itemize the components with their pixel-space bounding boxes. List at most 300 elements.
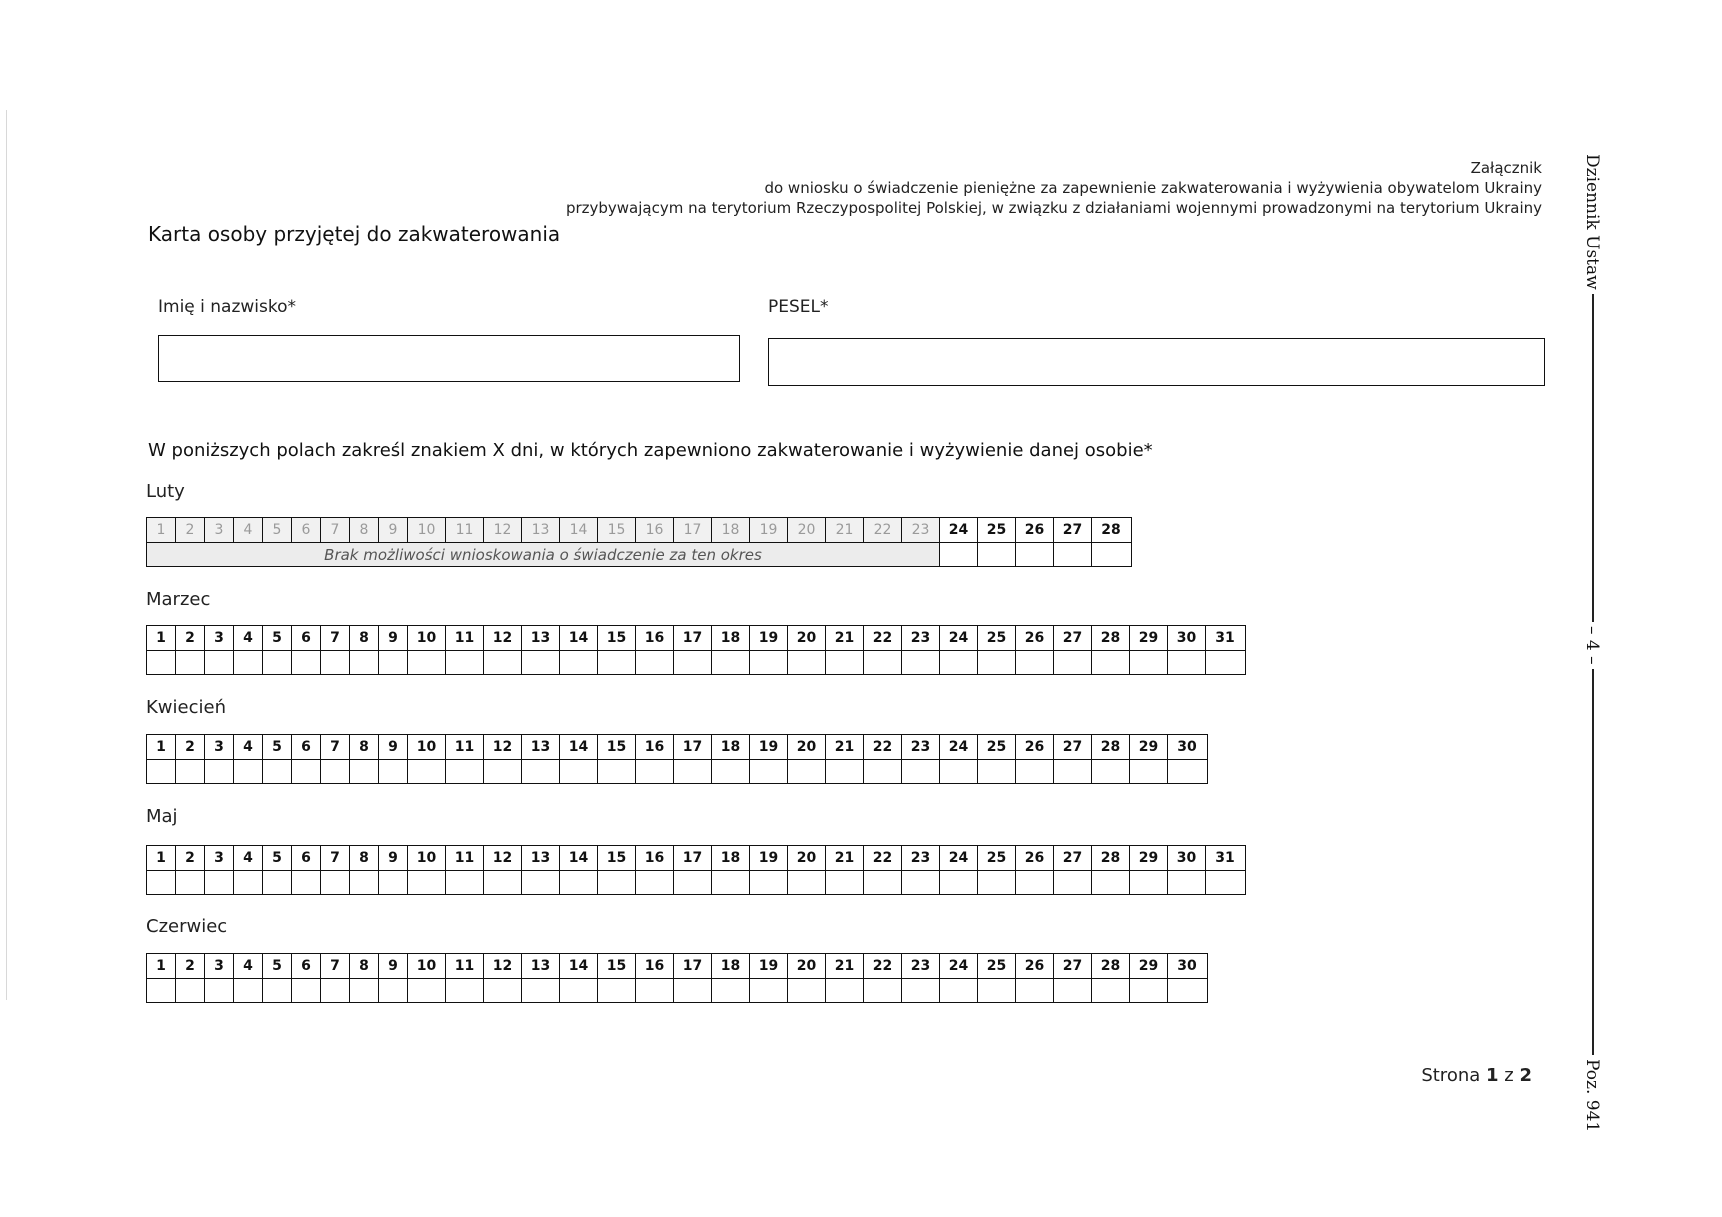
day-mark-box[interactable] [321,651,350,674]
day-mark-box[interactable] [234,871,263,894]
day-mark-box[interactable] [321,871,350,894]
day-number: 23 [902,735,940,759]
day-mark-box[interactable] [826,760,864,783]
day-mark-box[interactable] [560,651,598,674]
day-mark-box[interactable] [864,871,902,894]
day-mark-box[interactable] [674,651,712,674]
day-number: 28 [1092,954,1130,978]
day-number: 13 [522,518,560,542]
day-mark-box[interactable] [176,979,205,1002]
day-mark-box[interactable] [712,651,750,674]
day-number: 13 [522,954,560,978]
footer-of: z [1504,1065,1514,1086]
day-number: 30 [1177,739,1197,755]
day-mark-box[interactable] [826,871,864,894]
day-mark-box[interactable] [978,871,1016,894]
page-edge [6,110,7,1000]
day-number: 13 [522,846,560,870]
day-mark-box[interactable] [350,651,379,674]
day-number: 11 [446,846,484,870]
day-number: 21 [826,846,864,870]
day-number: 3 [205,626,234,650]
day-mark-box[interactable] [408,651,446,674]
month-label: Maj [146,806,178,827]
day-number: 27 [1054,518,1092,542]
day-mark-box[interactable] [379,651,408,674]
day-number: 12 [484,735,522,759]
day-grid [146,625,1246,675]
day-mark-box[interactable] [1054,871,1092,894]
day-number: 29 [1130,735,1168,759]
day-mark-box[interactable] [940,651,978,674]
day-mark-box[interactable] [484,651,522,674]
day-number: 16 [636,735,674,759]
day-number: 24 [940,626,978,650]
day-number: 16 [636,954,674,978]
day-number: 9 [379,626,408,650]
day-number: 19 [750,735,788,759]
day-mark-box[interactable] [1168,760,1206,783]
day-number: 3 [205,954,234,978]
day-mark-box[interactable] [902,979,940,1002]
day-number: 21 [826,626,864,650]
day-mark-box[interactable] [147,979,176,1002]
day-number: 15 [598,626,636,650]
day-number: 21 [826,518,864,542]
day-mark-box[interactable] [864,760,902,783]
day-number: 3 [205,735,234,759]
day-mark-box[interactable] [1092,651,1130,674]
row-divider [147,870,1245,871]
day-number: 3 [205,518,234,542]
day-mark-box[interactable] [902,760,940,783]
day-mark-box[interactable] [446,871,484,894]
day-number: 16 [636,626,674,650]
day-mark-box[interactable] [292,760,321,783]
day-grid [146,953,1208,1003]
day-mark-box[interactable] [1168,979,1206,1002]
day-number: 25 [978,846,1016,870]
day-mark-box[interactable] [292,979,321,1002]
day-mark-box[interactable] [263,760,292,783]
day-mark-box[interactable] [1130,651,1168,674]
day-number: 22 [864,954,902,978]
day-mark-box[interactable] [864,979,902,1002]
pesel-field[interactable] [768,338,1545,386]
day-number: 9 [379,735,408,759]
day-number: 20 [788,626,826,650]
day-mark-box[interactable] [940,979,978,1002]
day-mark-box[interactable] [940,543,978,566]
day-mark-box[interactable] [484,979,522,1002]
day-mark-box[interactable] [1016,979,1054,1002]
day-mark-box[interactable] [263,871,292,894]
day-number: 20 [788,518,826,542]
day-number: 10 [408,846,446,870]
day-mark-box[interactable] [1054,760,1092,783]
day-number: 26 [1016,518,1054,542]
day-number: 11 [446,735,484,759]
day-number: 25 [978,626,1016,650]
day-number: 17 [674,735,712,759]
day-number: 7 [321,626,350,650]
day-number: 7 [321,954,350,978]
day-number: 24 [940,518,978,542]
day-number: 10 [408,954,446,978]
day-number: 18 [712,735,750,759]
day-number: 15 [598,518,636,542]
day-number: 6 [292,518,321,542]
day-mark-box[interactable] [234,760,263,783]
day-mark-box[interactable] [205,760,234,783]
day-mark-box[interactable] [1092,543,1130,566]
day-number: 18 [712,954,750,978]
day-number: 10 [408,735,446,759]
day-mark-box[interactable] [408,979,446,1002]
day-mark-box[interactable] [826,979,864,1002]
day-number: 27 [1054,735,1092,759]
day-mark-box[interactable] [1092,979,1130,1002]
day-number: 19 [750,846,788,870]
day-number: 30 [1168,846,1206,870]
day-number: 29 [1130,626,1168,650]
day-number: 14 [560,518,598,542]
day-number: 29 [1130,954,1168,978]
day-mark-box[interactable] [1016,871,1054,894]
day-mark-box[interactable] [321,760,350,783]
day-number: 17 [674,518,712,542]
day-mark-box[interactable] [636,871,674,894]
day-mark-box[interactable] [978,760,1016,783]
day-number: 22 [864,626,902,650]
day-mark-box[interactable] [636,979,674,1002]
day-number: 19 [750,518,788,542]
day-number: 5 [263,735,292,759]
day-mark-box[interactable] [636,651,674,674]
day-mark-box[interactable] [940,760,978,783]
day-mark-box[interactable] [522,871,560,894]
day-mark-box[interactable] [446,979,484,1002]
day-number: 12 [484,954,522,978]
day-number: 24 [940,735,978,759]
day-number: 26 [1016,846,1054,870]
day-number: 26 [1016,626,1054,650]
day-number: 7 [321,846,350,870]
day-mark-box[interactable] [234,979,263,1002]
day-mark-box[interactable] [864,651,902,674]
day-mark-box[interactable] [560,871,598,894]
day-number: 4 [234,954,263,978]
day-number: 1 [147,846,176,870]
day-number: 2 [176,626,205,650]
day-number: 25 [978,518,1016,542]
day-mark-box[interactable] [674,979,712,1002]
day-number: 8 [350,626,379,650]
day-number: 8 [350,735,379,759]
day-grid [146,517,1132,567]
day-number: 1 [147,954,176,978]
day-number: 30 [1177,958,1197,974]
page-footer [1421,1065,1532,1086]
day-number: 4 [234,626,263,650]
day-number: 23 [902,846,940,870]
day-mark-box[interactable] [902,651,940,674]
day-number: 17 [674,846,712,870]
day-number: 12 [484,846,522,870]
day-mark-box[interactable] [750,760,788,783]
day-number: 1 [147,518,176,542]
day-grid [146,734,1208,784]
day-number: 11 [446,518,484,542]
day-mark-box[interactable] [446,651,484,674]
day-mark-box[interactable] [234,651,263,674]
day-number: 5 [263,954,292,978]
day-mark-box[interactable] [379,979,408,1002]
day-number: 25 [978,735,1016,759]
day-mark-box[interactable] [826,651,864,674]
day-mark-box[interactable] [147,871,176,894]
day-number: 24 [940,954,978,978]
day-number: 1 [147,626,176,650]
day-mark-box[interactable] [1168,651,1206,674]
row-divider [147,759,1207,760]
day-mark-box[interactable] [522,979,560,1002]
day-mark-box[interactable] [205,979,234,1002]
day-mark-box[interactable] [147,651,176,674]
day-mark-box[interactable] [176,760,205,783]
day-mark-box[interactable] [978,651,1016,674]
day-number: 20 [788,846,826,870]
row-divider [147,650,1245,651]
day-number: 7 [321,518,350,542]
day-mark-box[interactable] [205,871,234,894]
attachment-label: Załącznik [1470,159,1542,177]
name-label: Imię i nazwisko* [158,297,297,317]
day-grid [146,845,1246,895]
day-mark-box[interactable] [263,651,292,674]
day-mark-box[interactable] [1054,543,1092,566]
day-mark-box[interactable] [350,871,379,894]
day-mark-box[interactable] [712,979,750,1002]
day-number: 21 [826,954,864,978]
day-mark-box[interactable] [1206,871,1244,894]
day-number: 27 [1054,846,1092,870]
day-number: 22 [864,846,902,870]
day-mark-box[interactable] [263,979,292,1002]
instruction-text: W poniższych polach zakreśl znakiem X dni, w których zapewniono zakwaterowanie i wyżywienie danej osobie* [148,440,1153,461]
day-number: 26 [1016,954,1054,978]
day-mark-box[interactable] [1092,760,1130,783]
day-mark-box[interactable] [788,651,826,674]
day-number: 10 [408,518,446,542]
side-position: Poz. 941 [1580,1055,1604,1136]
day-mark-box[interactable] [379,760,408,783]
footer-total: 2 [1519,1065,1532,1086]
month-label: Kwiecień [146,697,226,718]
day-mark-box[interactable] [1130,979,1168,1002]
day-number: 11 [446,954,484,978]
day-mark-box[interactable] [350,760,379,783]
day-mark-box[interactable] [598,871,636,894]
day-mark-box[interactable] [176,651,205,674]
day-number: 6 [292,954,321,978]
day-number: 28 [1101,522,1121,538]
attachment-line-1: do wniosku o świadczenie pieniężne za zapewnienie zakwaterowania i wyżywienia obywatelom Ukrainy [764,179,1542,197]
day-number: 5 [263,846,292,870]
day-mark-box[interactable] [484,871,522,894]
day-mark-box[interactable] [522,760,560,783]
day-mark-box[interactable] [750,979,788,1002]
day-number: 1 [147,735,176,759]
day-mark-box[interactable] [1206,651,1244,674]
day-mark-box[interactable] [292,871,321,894]
day-mark-box[interactable] [674,760,712,783]
day-mark-box[interactable] [1092,871,1130,894]
day-mark-box[interactable] [205,651,234,674]
day-number: 20 [788,954,826,978]
day-number: 2 [176,954,205,978]
pesel-label: PESEL* [768,297,829,317]
day-number: 26 [1016,735,1054,759]
day-number: 20 [788,735,826,759]
day-number: 8 [350,954,379,978]
day-number: 28 [1092,846,1130,870]
day-number: 13 [522,735,560,759]
day-number: 16 [636,518,674,542]
day-mark-box[interactable] [674,871,712,894]
day-mark-box[interactable] [321,979,350,1002]
day-number: 2 [176,846,205,870]
day-number: 14 [560,626,598,650]
day-number: 18 [712,846,750,870]
day-mark-box[interactable] [902,871,940,894]
day-number: 23 [902,626,940,650]
day-number: 5 [263,518,292,542]
day-number: 9 [379,518,408,542]
day-number: 10 [408,626,446,650]
card-title: Karta osoby przyjętej do zakwaterowania [148,222,561,246]
day-mark-box[interactable] [446,760,484,783]
side-publication: Dziennik Ustaw [1580,150,1604,294]
day-number: 18 [712,626,750,650]
day-number: 24 [940,846,978,870]
day-number: 2 [176,518,205,542]
day-mark-box[interactable] [176,871,205,894]
day-mark-box[interactable] [788,760,826,783]
day-number: 15 [598,846,636,870]
day-number: 22 [864,735,902,759]
day-number: 9 [379,954,408,978]
name-field[interactable] [158,335,740,382]
day-mark-box[interactable] [484,760,522,783]
day-number: 6 [292,735,321,759]
day-number: 8 [350,518,379,542]
day-number: 27 [1054,954,1092,978]
day-number: 23 [902,518,940,542]
day-mark-box[interactable] [1054,979,1092,1002]
day-number: 21 [826,735,864,759]
day-mark-box[interactable] [940,871,978,894]
row-divider [147,978,1207,979]
day-number: 3 [205,846,234,870]
day-number: 16 [636,846,674,870]
day-number: 14 [560,954,598,978]
day-number: 11 [446,626,484,650]
day-mark-box[interactable] [1130,871,1168,894]
day-number: 4 [234,846,263,870]
day-mark-box[interactable] [978,543,1016,566]
day-number: 17 [674,954,712,978]
day-mark-box[interactable] [636,760,674,783]
day-mark-box[interactable] [147,760,176,783]
day-number: 31 [1215,630,1235,646]
day-number: 5 [263,626,292,650]
day-mark-box[interactable] [750,651,788,674]
footer-prefix: Strona [1421,1065,1481,1086]
day-number: 14 [560,735,598,759]
day-mark-box[interactable] [788,871,826,894]
day-mark-box[interactable] [598,979,636,1002]
attachment-header [566,158,1542,218]
day-mark-box[interactable] [522,651,560,674]
day-mark-box[interactable] [788,979,826,1002]
day-number: 19 [750,954,788,978]
day-mark-box[interactable] [712,871,750,894]
day-mark-box[interactable] [560,760,598,783]
day-number: 29 [1130,846,1168,870]
side-page-marker: – 4 – [1580,622,1604,669]
day-mark-box[interactable] [379,871,408,894]
day-number: 15 [598,735,636,759]
day-mark-box[interactable] [1168,871,1206,894]
day-number: 28 [1092,735,1130,759]
day-mark-box[interactable] [750,871,788,894]
day-mark-box[interactable] [560,979,598,1002]
day-mark-box[interactable] [1016,651,1054,674]
day-number: 15 [598,954,636,978]
day-number: 19 [750,626,788,650]
day-mark-box[interactable] [712,760,750,783]
day-mark-box[interactable] [1016,543,1054,566]
day-mark-box[interactable] [598,651,636,674]
day-number: 9 [379,846,408,870]
day-number: 6 [292,846,321,870]
day-number: 22 [864,518,902,542]
day-mark-box[interactable] [408,871,446,894]
day-number: 28 [1092,626,1130,650]
day-number: 14 [560,846,598,870]
day-number: 17 [674,626,712,650]
day-number: 12 [484,626,522,650]
month-label: Czerwiec [146,916,228,937]
month-label: Marzec [146,589,211,610]
day-mark-box[interactable] [1054,651,1092,674]
day-mark-box[interactable] [598,760,636,783]
day-number: 6 [292,626,321,650]
day-mark-box[interactable] [350,979,379,1002]
footer-page: 1 [1486,1065,1499,1086]
day-mark-box[interactable] [1130,760,1168,783]
day-mark-box[interactable] [978,979,1016,1002]
day-mark-box[interactable] [1016,760,1054,783]
day-mark-box[interactable] [408,760,446,783]
day-mark-box[interactable] [292,651,321,674]
day-number: 8 [350,846,379,870]
day-number: 13 [522,626,560,650]
day-number: 18 [712,518,750,542]
day-number: 30 [1168,626,1206,650]
month-label: Luty [146,481,185,502]
